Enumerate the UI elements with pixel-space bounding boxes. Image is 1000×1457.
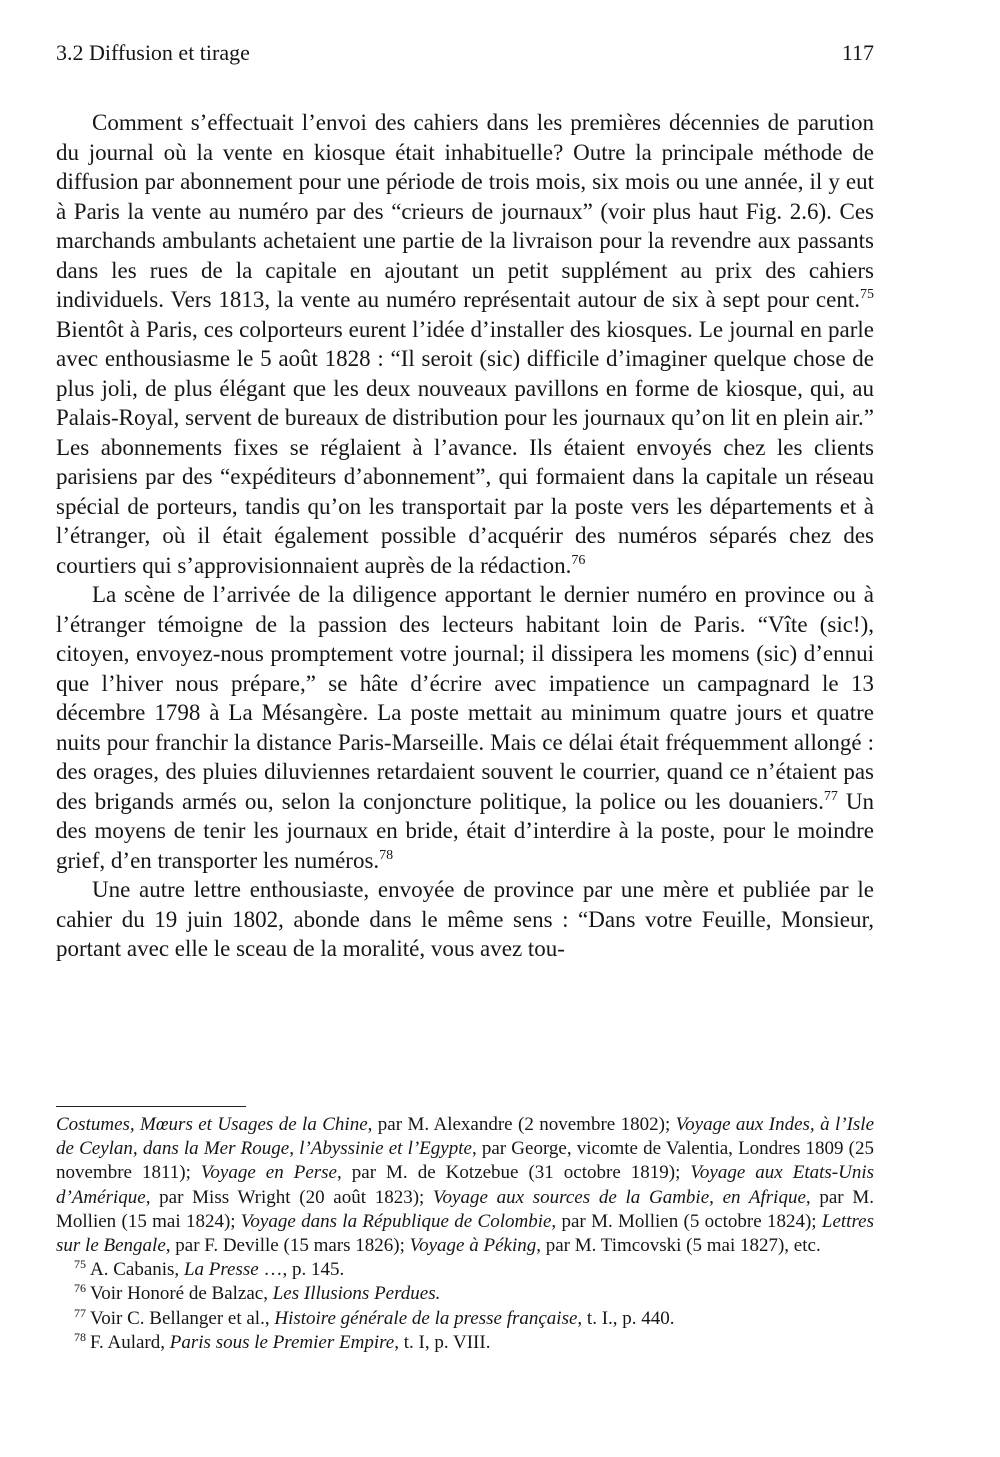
footnote-number: 76 [74, 1281, 86, 1296]
text-run: , t. I., p. 440. [577, 1307, 675, 1329]
italic-title: Paris sous le Premier Empire [169, 1331, 395, 1353]
italic-title: Voyage aux Etats-Unis d’Amérique [56, 1162, 875, 1208]
footnote-number: 78 [74, 1329, 86, 1344]
italic-title: Histoire générale de la presse française [274, 1307, 578, 1329]
footnote-number: 77 [74, 1305, 86, 1320]
running-header [56, 38, 874, 72]
footnote-rule [56, 1106, 246, 1107]
paragraph [56, 580, 874, 875]
page-number: 117 [841, 40, 874, 65]
text-run: , t. I, p. VIII. [394, 1331, 491, 1353]
footnote-ref: 77 [823, 788, 838, 804]
footnotes [56, 1113, 874, 1355]
text-run: Un des moyens de tenir les journaux en bride, était d’interdire à la poste, pour le moindre grief, d’en transporter les numéros. [56, 788, 874, 873]
text-run: , par M. Mollien (15 mai 1824); [56, 1186, 874, 1232]
text-run: , par Miss Wright (20 août 1823); [145, 1186, 434, 1208]
italic-title: Voyage aux sources de la Gambie, en Afrique [433, 1186, 806, 1208]
text-run: Bientôt à Paris, ces colporteurs eurent l’idée d’installer des kiosques. Le journal en parle avec enthousiasme le 5 août 1828 : “Il seroit (sic) difficile d’imaginer quelque chose de plus joli, de plus élégant que les deux nouveaux pavillons en forme de kiosque, qui, au Palais-Royal, servent de bureaux de distribution pour les journaux qu’on lit en plein air.” Les abonnements fixes se réglaient à l’avance. Ils étaient envoyés chez les clients parisiens par des “expéditeurs d’abonnement”, qui formaient dans la capitale un réseau spécial de porteurs, tandis qu’on les transportait par la poste vers les départements et à l’étranger, où il était également possible d’acquérir des numéros séparés chez des courtiers qui s’approvisionnaient auprès de la rédaction. [56, 316, 874, 578]
italic-title: Lettres sur le Bengale [56, 1210, 874, 1257]
section-title: 3.2 Diffusion et tirage [56, 40, 250, 65]
footnote [56, 1258, 874, 1282]
text-run: …, p. 145. [258, 1259, 345, 1281]
paragraph [56, 875, 874, 964]
text-run: La scène de l’arrivée de la diligence apportant le dernier numéro en province ou à l’étranger témoigne de la passion des lecteurs habitant loin de Paris. “Vîte (sic!), citoyen, envoyez-nous promptement votre journal; il dissipera les momens (sic) d’ennui que l’hiver nous prépare,” se hâte d’écrire avec impatience un campagnard le 13 décembre 1798 à La Mésangère. La poste mettait au minimum quatre jours et quatre nuits pour franchir la distance Paris-Marseille. Mais ce délai était fréquemment allongé : des orages, des pluies diluviennes retardaient souvent le courrier, quand ce n’étaient pas des brigands armés ou, selon la conjoncture politique, la police ou les douaniers. [56, 582, 874, 814]
footnote-ref: 78 [379, 847, 394, 863]
text-run: , par M. de Kotzebue (31 octobre 1819); [337, 1162, 691, 1184]
text-run: Voir Honoré de Balzac, [90, 1283, 273, 1305]
footnote-number: 75 [74, 1257, 86, 1272]
footnote-ref: 76 [571, 552, 586, 568]
italic-title: Voyage dans la République de Colombie [240, 1210, 552, 1232]
text-run: Une autre lettre enthousiaste, envoyée de province par une mère et publiée par le cahier du 19 juin 1802, abonde dans le même sens : “Dans votre Feuille, Monsieur, portant avec elle le sceau de la moralité, vous avez tou- [56, 877, 874, 961]
footnote [56, 1331, 874, 1355]
text-run: Comment s’effectuait l’envoi des cahiers dans les premières décennies de parution du journal où la vente en kiosque était inhabituelle? Outre la principale méthode de diffusion par abonnement pour une période de trois mois, six mois ou une année, il y eut à Paris la vente au numéro par des “crieurs de journaux” (voir plus haut Fig. 2.6). Ces marchands ambulants achetaient une partie de la livraison pour la revendre aux passants dans les rues de la capitale en ajoutant un petit supplément au prix des cahiers individuels. Vers 1813, la vente au numéro représentait autour de six à sept pour cent. [56, 110, 874, 312]
footnote-continuation [56, 1113, 874, 1258]
footnote-list [56, 1258, 874, 1355]
italic-title: La Presse [183, 1259, 259, 1281]
footnote [56, 1307, 874, 1331]
paragraph [56, 108, 874, 580]
italic-title: Voyage à Péking [409, 1235, 537, 1257]
text-run: , par F. Deville (15 mars 1826); [165, 1235, 410, 1257]
text-run: F. Aulard, [90, 1331, 170, 1353]
text-run: A. Cabanis, [90, 1259, 184, 1281]
italic-title: Voyage en Perse [200, 1162, 337, 1184]
body-text [56, 108, 874, 964]
italic-title: Costumes, Mœurs et Usages de la Chine [56, 1114, 368, 1135]
text-run: , par M. Mollien (5 octobre 1824); [551, 1210, 822, 1232]
text-run: , par M. Alexandre (2 novembre 1802); [367, 1114, 676, 1135]
italic-title: Les Illusions Perdues. [272, 1283, 441, 1305]
italic-title: Voyage aux Indes, à l’Isle de Ceylan, dans la Mer Rouge, l’Abyssinie et l’Egypte [56, 1114, 875, 1160]
text-run: Voir C. Bellanger et al., [90, 1307, 275, 1329]
footnote [56, 1282, 874, 1306]
text-run: , par George, vicomte de Valentia, Londres 1809 (25 novembre 1811); [56, 1138, 874, 1184]
text-run: , par M. Timcovski (5 mai 1827), etc. [536, 1235, 821, 1257]
footnote-ref: 75 [860, 287, 874, 302]
